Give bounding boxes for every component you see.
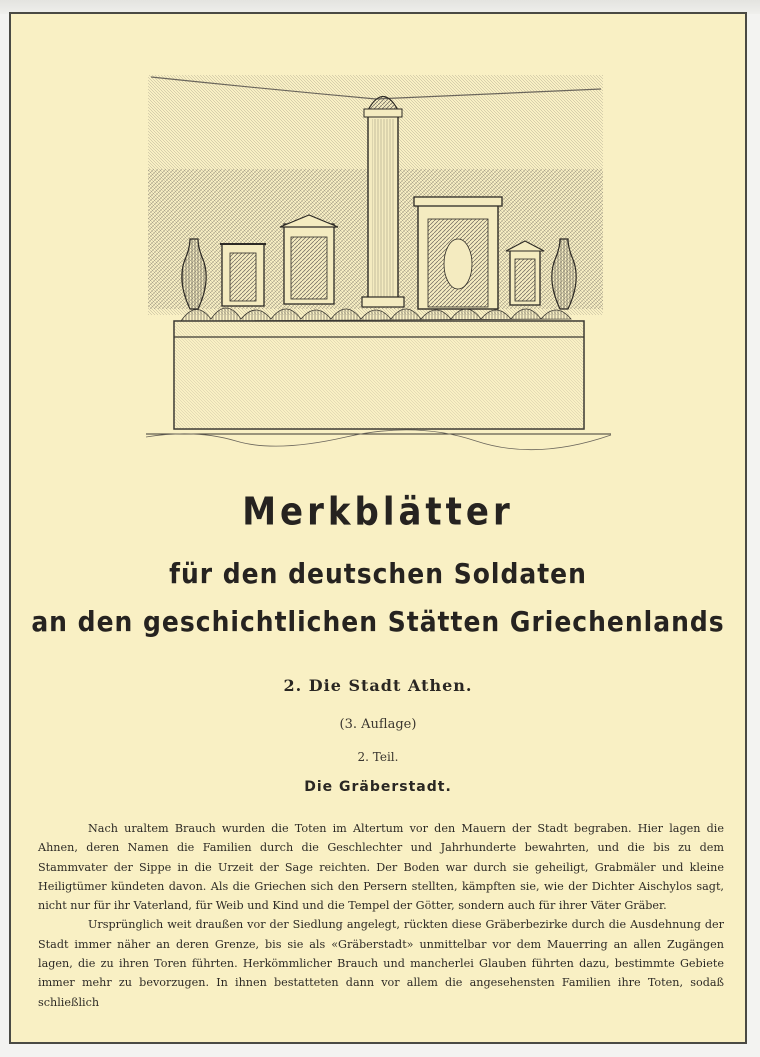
document-title: Merkblätter bbox=[242, 489, 514, 535]
grave-terrace-engraving-icon bbox=[146, 69, 616, 454]
document-subtitle-line-2: an den geschichtlichen Stätten Griechenlands bbox=[31, 605, 725, 638]
body-text bbox=[38, 819, 724, 1012]
edition-note: (3. Auflage) bbox=[339, 717, 417, 732]
part-title: 2. Die Stadt Athen. bbox=[283, 676, 473, 695]
document-page bbox=[9, 12, 747, 1044]
paragraph: Nach uraltem Brauch wurden die Toten im Altertum vor den Mauern der Stadt begraben. Hier lagen die Ahnen, deren Namen die Familien durch die Geschlechter und Jahrhunderte bewahrten, und die bis zu dem Stammvater der Sippe in die Urzeit der Sage reichten. Der Boden war durch sie geheiligt, Grabmäler und kleine Heiligtümer kündeten davon. Als die Griechen sich den Persern stellten, kämpften sie, wie der Dichter Aischylos sagt, nicht nur für ihr Vaterland, für Weib und Kind und die Tempel der Götter, sondern auch für ihrer Väter Gräber. bbox=[38, 822, 724, 913]
part-number: 2. Teil. bbox=[357, 750, 399, 764]
document-subtitle-line-1: für den deutschen Soldaten bbox=[169, 557, 587, 590]
section-heading: Die Gräberstadt. bbox=[304, 779, 452, 795]
paragraph: Ursprünglich weit draußen vor der Siedlung angelegt, rückten diese Gräberbezirke durch die Ausdehnung der Stadt immer näher an deren Grenze, bis sie als «Gräberstadt» unmittelbar vor dem Mauerring an allen Zugängen lagen, die zu ihren Toren führten. Herkömmlicher Brauch und mancherlei Glauben führten dazu, bestimmte Gebiete immer mehr zu bevorzugen. In ihnen bestatteten dann vor allem die angesehensten Familien ihre Toten, sodaß schließlich bbox=[38, 918, 724, 1009]
